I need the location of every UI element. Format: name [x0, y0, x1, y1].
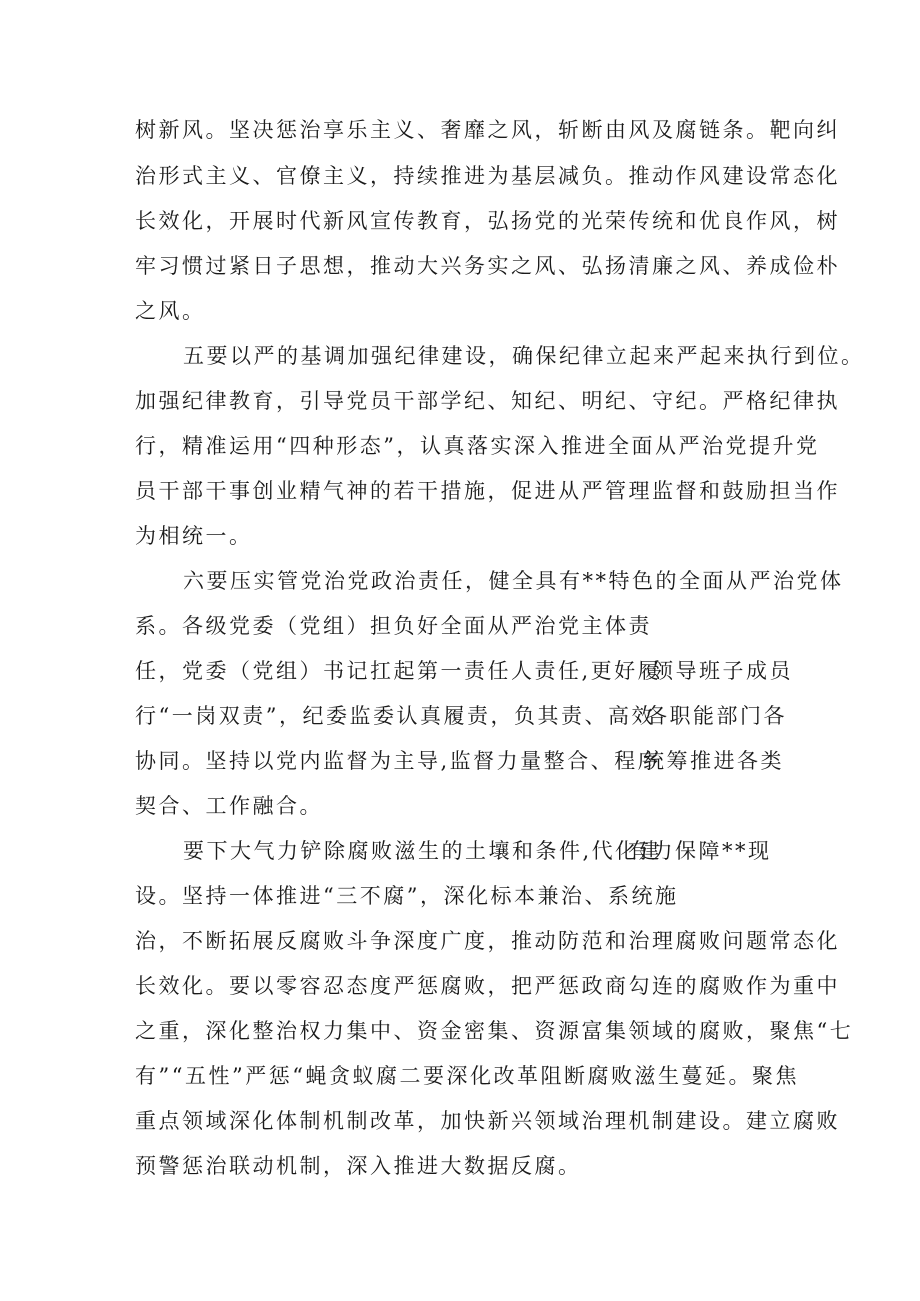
- text-line: 治形式主义、官僚主义，持续推进为基层减负。推动作风建设常态化: [135, 164, 840, 188]
- text-line: 协同。坚持以党内监督为主导,监督力量整合、程序: [135, 749, 662, 773]
- text-line: 系。各级党委（党组）担负好全面从严治党主体责: [135, 614, 652, 638]
- text-line: 有”“五性”严惩“蝇贪蚁腐二要深化改革阻断腐败滋生蔓延。聚焦: [135, 1064, 799, 1088]
- text-line: 员干部干事创业精气神的若干措施，促进从严管理监督和鼓励担当作: [135, 479, 840, 503]
- text-line: 五要以严的基调加强纪律建设，确保纪律立起来严起来执行到位。: [183, 344, 865, 368]
- text-fragment: 领导班子成员: [652, 659, 793, 683]
- text-line: 牢习惯过紧日子思想，推动大兴务实之风、弘扬清廉之风、养成俭朴: [135, 254, 840, 278]
- text-line: 行，精准运用“四种形态”，认真落实深入推进全面从严治党提升党: [135, 434, 820, 458]
- text-line: 治，不断拓展反腐败斗争深度广度，推动防范和治理腐败问题常态化: [135, 929, 840, 953]
- text-line: 之风。: [135, 299, 206, 323]
- text-line: 契合、工作融合。: [135, 794, 323, 818]
- text-line: 加强纪律教育，引导党员干部学纪、知纪、明纪、守纪。严格纪律执: [135, 389, 840, 413]
- text-fragment: 统筹推进各类: [643, 749, 784, 773]
- text-line: 之重，深化整治权力集中、资金密集、资源富集领域的腐败，聚焦“七: [135, 1019, 854, 1043]
- text-line: 长效化，开展时代新风宣传教育，弘扬党的光荣传统和优良作风，树: [135, 209, 840, 233]
- text-line: 六要压实管党治党政治责任，健全具有**特色的全面从严治党体: [183, 569, 844, 593]
- text-line: 任，党委（党组）书记扛起第一责任人责任,更好履: [135, 659, 662, 683]
- text-line: 重点领域深化体制机制改革，加快新兴领域治理机制建设。建立腐败: [135, 1109, 840, 1133]
- text-line: 长效化。要以零容忍态度严惩腐败，把严惩政商勾连的腐败作为重中: [135, 974, 840, 998]
- text-line: 树新风。坚决惩治享乐主义、奢靡之风，斩断由风及腐链条。靶向纠: [135, 118, 840, 142]
- text-line: 设。坚持一体推进“三不腐”，深化标本兼治、系统施: [135, 884, 679, 908]
- text-fragment: 各职能部门各: [646, 704, 787, 728]
- text-line: 预警惩治联动机制，深入推进大数据反腐。: [135, 1154, 582, 1178]
- text-fragment: 有力保障**现: [628, 839, 772, 863]
- text-line: 要下大气力铲除腐败滋生的土壤和条件,代化建: [183, 839, 663, 863]
- text-line: 为相统一。: [135, 524, 253, 548]
- text-line: 行“一岗双责”，纪委监委认真履责，负其责、高效: [135, 704, 655, 728]
